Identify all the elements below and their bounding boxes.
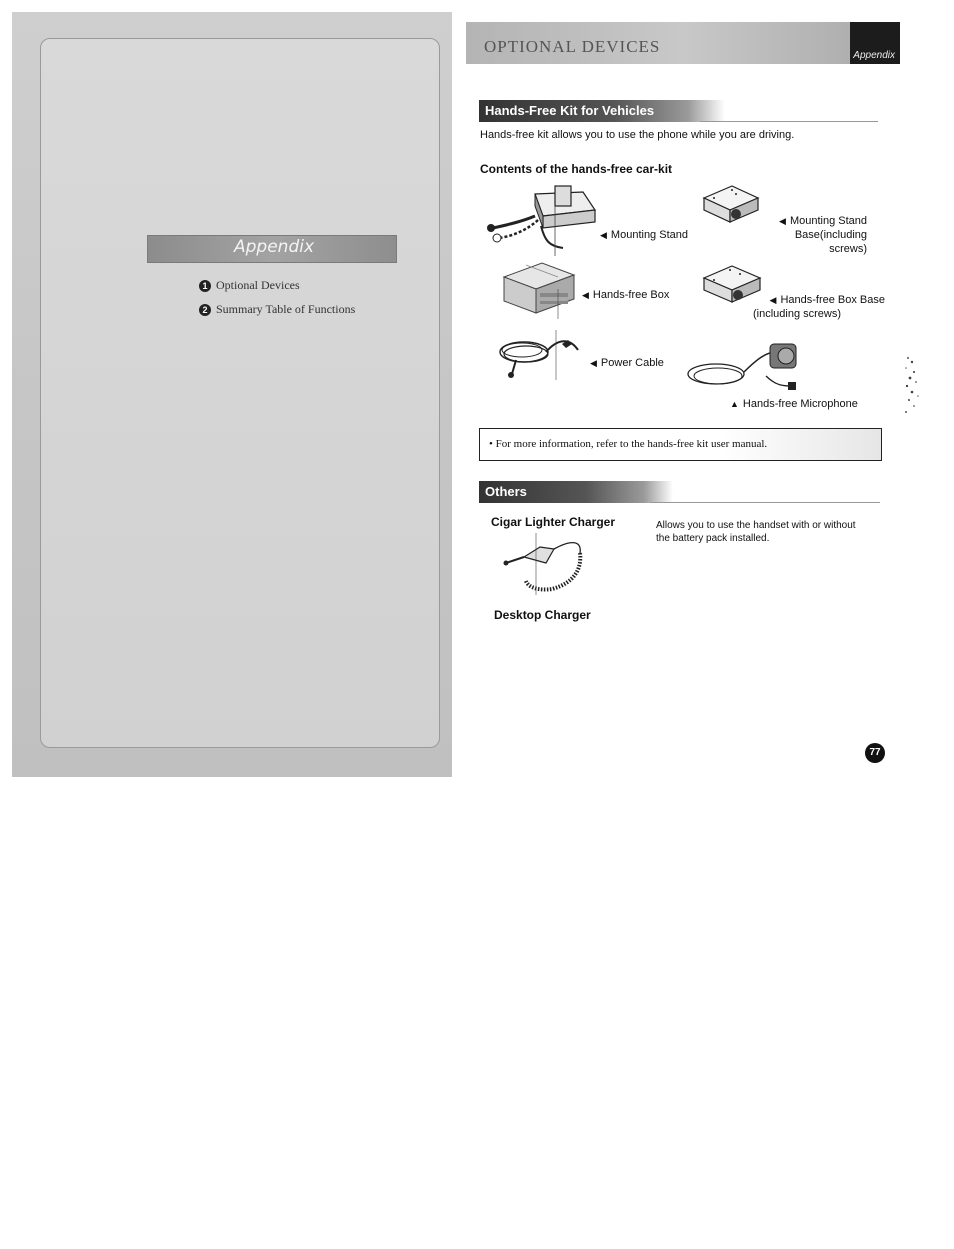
cigar-charger-illustration xyxy=(502,533,594,595)
section-banner-others xyxy=(479,481,673,503)
toc-label: Summary Table of Functions xyxy=(216,302,356,316)
desktop-charger-heading: Desktop Charger xyxy=(494,608,591,622)
microphone-illustration xyxy=(686,342,806,394)
section-divider xyxy=(700,121,878,122)
appendix-banner-label: Appendix xyxy=(234,237,315,257)
scan-speckle-decoration xyxy=(900,352,924,422)
up-arrow-icon: ▲ xyxy=(730,399,739,409)
left-arrow-icon: ◀ xyxy=(769,295,777,305)
left-arrow-icon: ◀ xyxy=(600,230,607,240)
toc-item-optional-devices[interactable] xyxy=(199,278,300,293)
info-note-box xyxy=(479,428,882,461)
caption-hands-free-box: ◀ Hands-free Box xyxy=(582,289,670,301)
caption-mounting-stand: ◀ Mounting Stand xyxy=(600,229,688,241)
power-cable-illustration xyxy=(496,330,586,380)
section-divider xyxy=(650,502,880,503)
toc-item-summary-table[interactable] xyxy=(199,302,355,317)
toc-number-icon: 1 xyxy=(199,280,211,292)
caption-microphone: ▲ Hands-free Microphone xyxy=(730,398,858,410)
section-title: Others xyxy=(485,484,527,499)
caption-power-cable: ◀ Power Cable xyxy=(590,357,664,369)
appendix-banner xyxy=(147,235,397,263)
caption-hands-free-box-base: ◀ Hands-free Box Base (including screws) xyxy=(753,294,885,320)
caption-mounting-stand-base: ◀ Mounting Stand Base(including screws) xyxy=(779,215,867,255)
left-page xyxy=(12,12,452,777)
page-title: OPTIONAL DEVICES xyxy=(484,37,661,56)
appendix-tab xyxy=(850,22,900,64)
contents-heading: Contents of the hands-free car-kit xyxy=(480,162,673,176)
page-number: 77 xyxy=(865,743,885,763)
cigar-charger-description: Allows you to use the handset with or without the battery pack installed. xyxy=(656,520,856,544)
left-arrow-icon: ◀ xyxy=(779,216,786,226)
appendix-tab-label: Appendix xyxy=(853,50,895,61)
section-title: Hands-Free Kit for Vehicles xyxy=(485,103,655,118)
left-arrow-icon: ◀ xyxy=(590,358,597,368)
toc-label: Optional Devices xyxy=(216,278,300,292)
cigar-charger-heading: Cigar Lighter Charger xyxy=(491,515,616,529)
info-note-text: • For more information, refer to the hands-free kit user manual. xyxy=(489,438,768,450)
section-banner-hands-free xyxy=(479,100,725,122)
mounting-stand-base-illustration xyxy=(700,182,760,227)
intro-text: Hands-free kit allows you to use the phone while you are driving. xyxy=(480,129,795,141)
page-header xyxy=(466,22,900,64)
toc-number-icon: 2 xyxy=(199,304,211,316)
left-arrow-icon: ◀ xyxy=(582,290,589,300)
left-page-frame xyxy=(40,38,440,748)
mounting-stand-illustration xyxy=(483,186,593,256)
hands-free-box-illustration xyxy=(496,259,576,317)
